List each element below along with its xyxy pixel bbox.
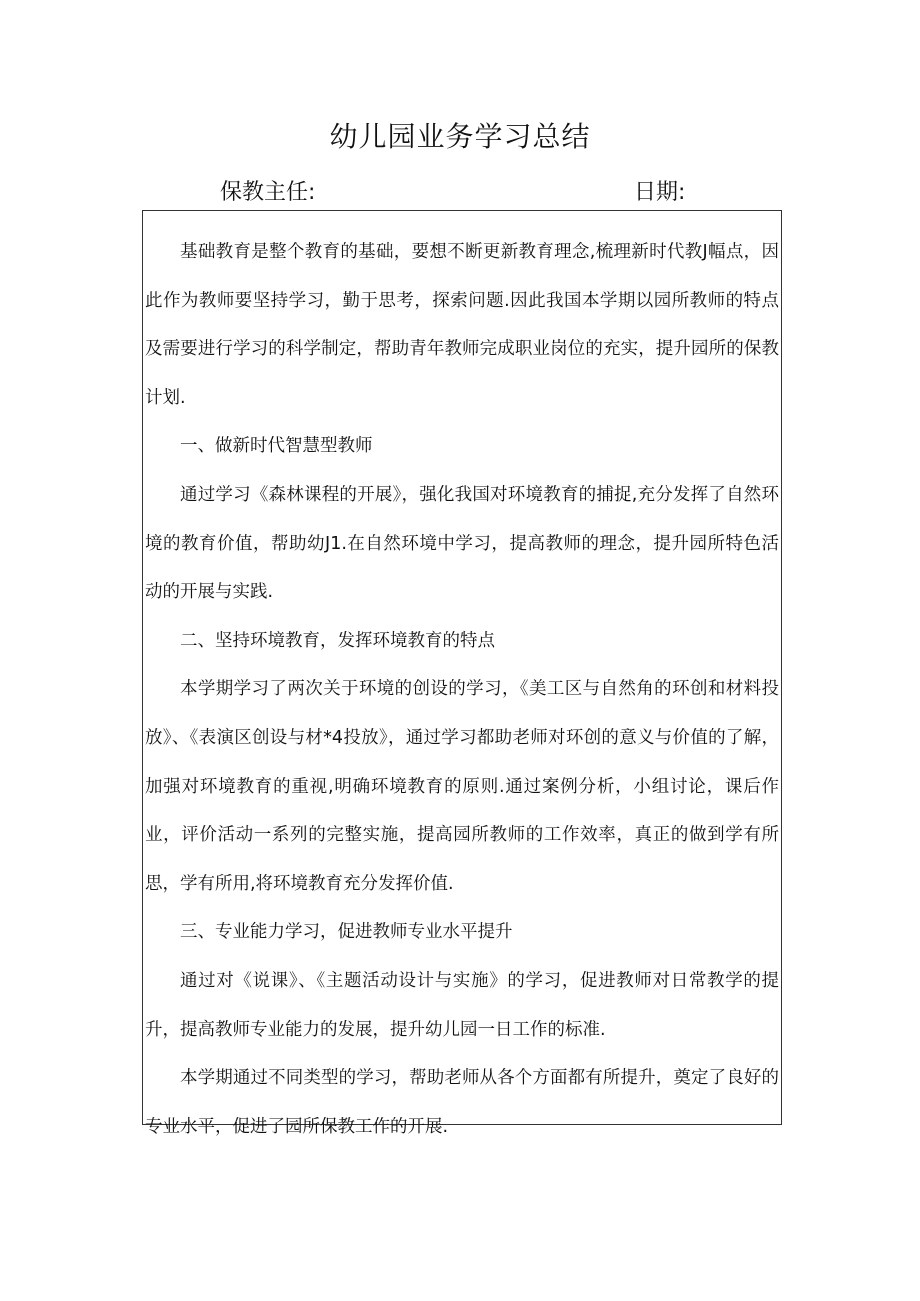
section-heading-1: 一、做新时代智慧型教师 xyxy=(180,436,373,457)
document-title: 幼儿园业务学习总结 xyxy=(329,120,591,153)
date-label: 日期: xyxy=(634,180,686,205)
section-heading-2: 二、坚持环境教育，发挥环境教育的特点 xyxy=(180,630,495,651)
section-paragraph-1: 通过学习《森林课程的开展》，强化我国对环境教育的捕捉,充分发挥了自然环境的教育价值，帮助幼J1.在自然环境中学习，提高教师的理念，提升园所特色活动的开展与实践. xyxy=(145,484,779,603)
section-paragraph-2: 本学期学习了两次关于环境的创设的学习，《美工区与自然角的环创和材料投放》、《表演区创设与材*4投放》，通过学习都助老师对环创的意义与价值的了解，加强对环境教育的重视,明确环境教育的原则.通过案例分析，小组讨论，课后作业，评价活动一系列的完整实施，提高园所教师的工作效率，真正的做到学有所思，学有所用,将环境教育充分发挥价值. xyxy=(145,679,779,894)
teacher-label: 保教主任: xyxy=(220,180,316,205)
closing-paragraph: 本学期通过不同类型的学习，帮助老师从各个方面都有所提升，奠定了良好的专业水平，促进了园所保教工作的开展. xyxy=(145,1068,779,1137)
intro-paragraph: 基础教育是整个教育的基础，要想不断更新教育理念,梳理新时代教J幅点，因此作为教师要坚持学习，勤于思考，探索问题.因此我国本学期以园所教师的特点及需要进行学习的科学制定，帮助青年教师完成职业岗位的充实，提升园所的保教计划. xyxy=(145,242,779,408)
content-box xyxy=(142,210,782,1137)
section-heading-3: 三、专业能力学习，促进教师专业水平提升 xyxy=(180,922,513,943)
section-paragraph-3: 通过对《说课》、《主题活动设计与实施》的学习，促进教师对日常教学的提升，提高教师专业能力的发展，提升幼儿园一日工作的标准. xyxy=(145,970,779,1040)
